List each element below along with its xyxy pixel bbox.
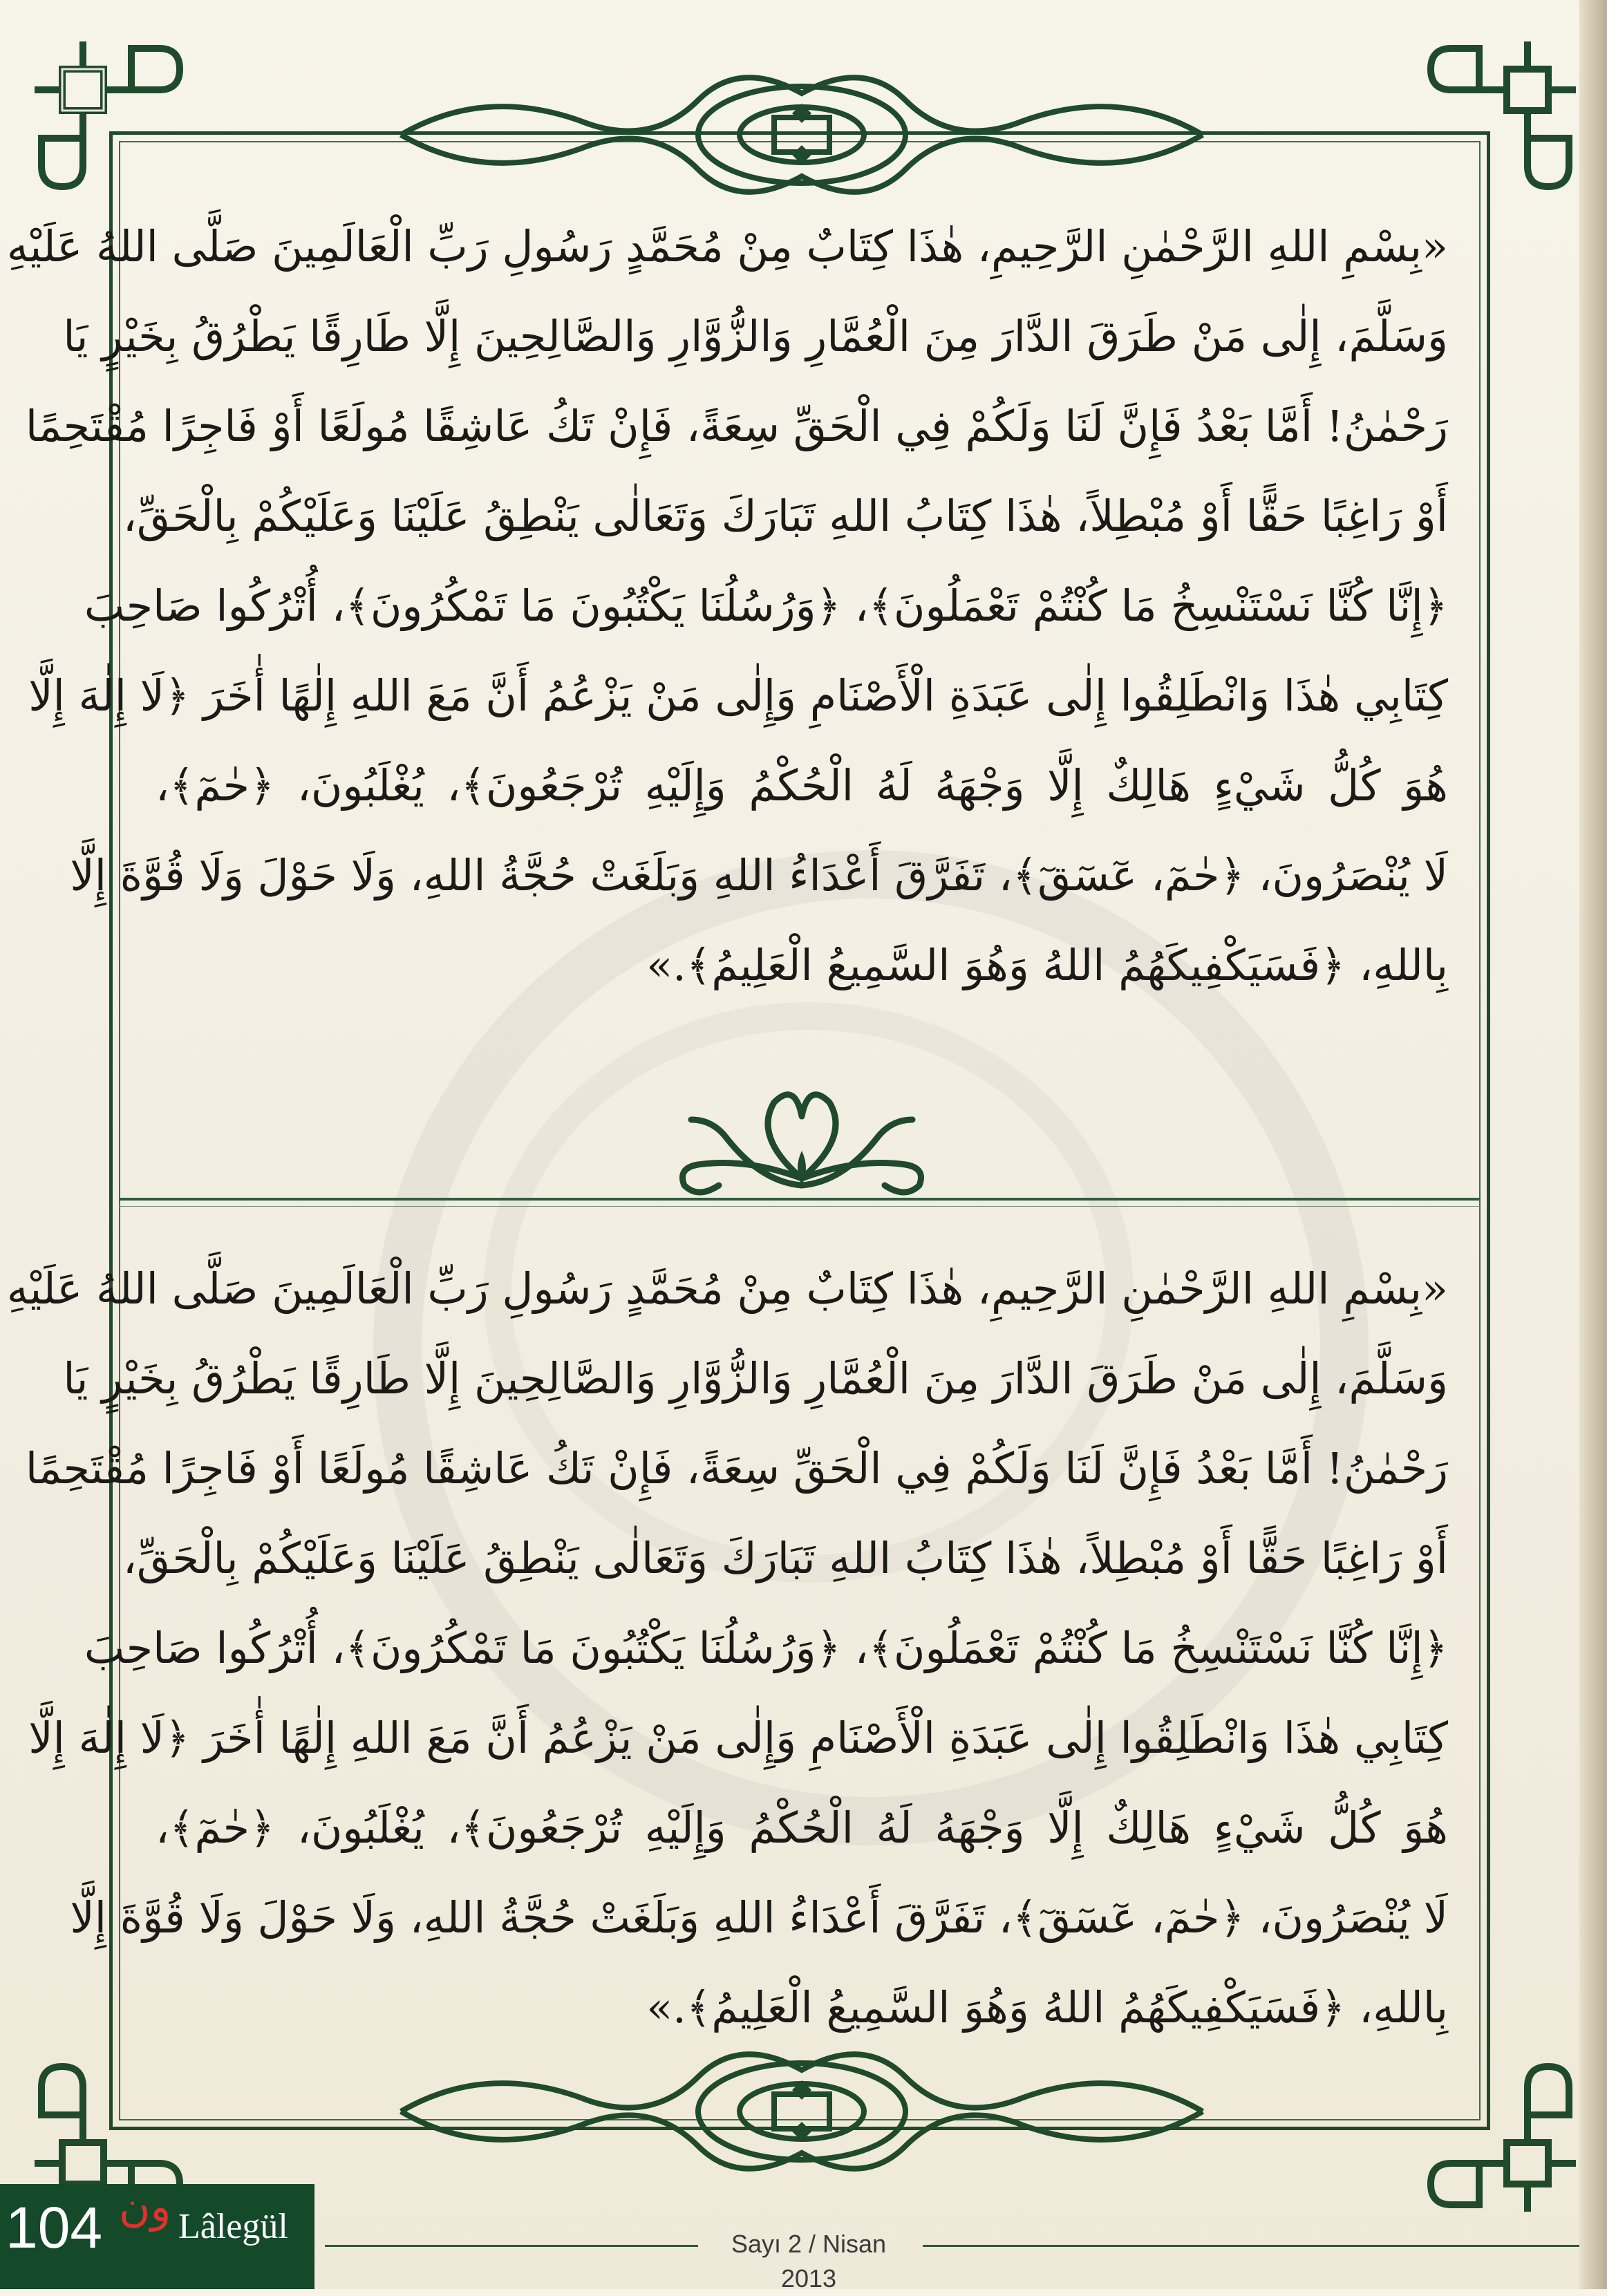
footer-rule-right xyxy=(923,2245,1579,2247)
text-line: بِاللهِ، ﴿فَسَيَكْفِيكَهُمُ اللهُ وَهُوَ السَّمِيعُ الْعَلِيمُ﴾.» xyxy=(646,940,1448,990)
text-line: أَوْ رَاغِبًا حَقًّا أَوْ مُبْطِلاً، هٰذَا كِتَابُ اللهِ تَبَارَكَ وَتَعَالٰى يَنْطِقُ عَلَيْنَا وَعَلَيْكُمْ بِالْحَقِّ، xyxy=(122,491,1448,541)
lower-arabic-text xyxy=(6,1244,1449,2053)
text-line: بِاللهِ، ﴿فَسَيَكْفِيكَهُمُ اللهُ وَهُوَ السَّمِيعُ الْعَلِيمُ﴾.» xyxy=(646,1982,1448,2033)
page-number: 104 xyxy=(6,2195,103,2260)
upper-arabic-text xyxy=(6,202,1449,1010)
text-line: وَسَلَّمَ، إِلٰى مَنْ طَرَقَ الدَّارَ مِنَ الْعُمَّارِ وَالزُّوَّارِ وَالصَّالِحِينَ إِلَّا طَارِقًا يَطْرُقُ بِخَيْرٍ يَا xyxy=(63,1353,1448,1404)
corner-knot-top-right-icon xyxy=(1410,28,1590,207)
text-line: «بِسْمِ اللهِ الرَّحْمٰنِ الرَّحِيمِ، هٰذَا كِتَابٌ مِنْ مُحَمَّدٍ رَسُولِ رَبِّ الْعَالَمِينَ صَلَّى اللهُ عَلَيْهِ xyxy=(6,1263,1448,1314)
middle-leaf-ornament-icon xyxy=(664,1075,940,1206)
text-line: رَحْمٰنُ! أَمَّا بَعْدُ فَإِنَّ لَنَا وَلَكُمْ فِي الْحَقِّ سِعَةً، فَإِنْ تَكُ عَاشِقًا مُولَعًا أَوْ فَاجِرًا مُقْتَحِمًا xyxy=(25,1443,1448,1494)
section-divider xyxy=(119,1198,1481,1201)
corner-knot-top-left-icon xyxy=(21,28,200,207)
text-line: ﴿إِنَّا كُنَّا نَسْتَنْسِخُ مَا كُنْتُمْ تَعْمَلُونَ﴾، ﴿وَرُسُلُنَا يَكْتُبُونَ مَا تَمْكُرُونَ﴾، أُتْرُكُوا صَاحِبَ xyxy=(84,581,1448,631)
text-line: ﴿إِنَّا كُنَّا نَسْتَنْسِخُ مَا كُنْتُمْ تَعْمَلُونَ﴾، ﴿وَرُسُلُنَا يَكْتُبُونَ مَا تَمْكُرُونَ﴾، أُتْرُكُوا صَاحِبَ xyxy=(84,1623,1448,1673)
bottom-interlace-ornament-icon xyxy=(387,2039,1216,2184)
text-line: كِتَابِي هٰذَا وَانْطَلِقُوا إِلٰى عَبَدَةِ الْأَصْنَامِ وَإِلٰى مَنْ يَزْعُمُ أَنَّ مَعَ اللهِ إِلٰهًا أٰخَرَ ﴿لَا إِلٰهَ إِلَّا xyxy=(28,670,1448,721)
footer-rule-left xyxy=(325,2245,698,2247)
page-edge xyxy=(1579,0,1607,2289)
issue-info: Sayı 2 / Nisan 2013 xyxy=(731,2230,887,2293)
text-line: رَحْمٰنُ! أَمَّا بَعْدُ فَإِنَّ لَنَا وَلَكُمْ فِي الْحَقِّ سِعَةً، فَإِنْ تَكُ عَاشِقًا مُولَعًا أَوْ فَاجِرًا مُقْتَحِمًا xyxy=(25,401,1448,451)
text-line: كِتَابِي هٰذَا وَانْطَلِقُوا إِلٰى عَبَدَةِ الْأَصْنَامِ وَإِلٰى مَنْ يَزْعُمُ أَنَّ مَعَ اللهِ إِلٰهًا أٰخَرَ ﴿لَا إِلٰهَ إِلَّا xyxy=(28,1713,1448,1763)
magazine-logo-mark: ون xyxy=(119,2181,171,2232)
section-divider-thin xyxy=(119,1206,1481,1207)
top-interlace-ornament-icon xyxy=(387,62,1216,207)
corner-knot-bottom-right-icon xyxy=(1410,2046,1590,2226)
magazine-name: Lâlegül xyxy=(178,2207,288,2246)
text-line: أَوْ رَاغِبًا حَقًّا أَوْ مُبْطِلاً، هٰذَا كِتَابُ اللهِ تَبَارَكَ وَتَعَالٰى يَنْطِقُ عَلَيْنَا وَعَلَيْكُمْ بِالْحَقِّ، xyxy=(122,1533,1448,1583)
text-line: هُوَ كُلُّ شَيْءٍ هَالِكٌ إِلَّا وَجْهَهُ لَهُ الْحُكْمُ وَإِلَيْهِ تُرْجَعُونَ﴾، يُغْلَبُونَ، ﴿حٰمٓ﴾، xyxy=(156,760,1449,811)
text-line: لَا يُنْصَرُونَ، ﴿حٰمٓ، عٓسٓقٓ﴾، تَفَرَّقَ أَعْدَاءُ اللهِ وَبَلَغَتْ حُجَّةُ اللهِ، وَلَا حَوْلَ وَلَا قُوَّةَ إِلَّا xyxy=(70,850,1448,901)
text-line: لَا يُنْصَرُونَ، ﴿حٰمٓ، عٓسٓقٓ﴾، تَفَرَّقَ أَعْدَاءُ اللهِ وَبَلَغَتْ حُجَّةُ اللهِ، وَلَا حَوْلَ وَلَا قُوَّةَ إِلَّا xyxy=(70,1892,1448,1943)
text-line: هُوَ كُلُّ شَيْءٍ هَالِكٌ إِلَّا وَجْهَهُ لَهُ الْحُكْمُ وَإِلَيْهِ تُرْجَعُونَ﴾، يُغْلَبُونَ، ﴿حٰمٓ﴾، xyxy=(156,1803,1449,1853)
text-line: وَسَلَّمَ، إِلٰى مَنْ طَرَقَ الدَّارَ مِنَ الْعُمَّارِ وَالزُّوَّارِ وَالصَّالِحِينَ إِلَّا طَارِقًا يَطْرُقُ بِخَيْرٍ يَا xyxy=(63,311,1448,361)
text-line: «بِسْمِ اللهِ الرَّحْمٰنِ الرَّحِيمِ، هٰذَا كِتَابٌ مِنْ مُحَمَّدٍ رَسُولِ رَبِّ الْعَالَمِينَ صَلَّى اللهُ عَلَيْهِ xyxy=(6,221,1448,272)
